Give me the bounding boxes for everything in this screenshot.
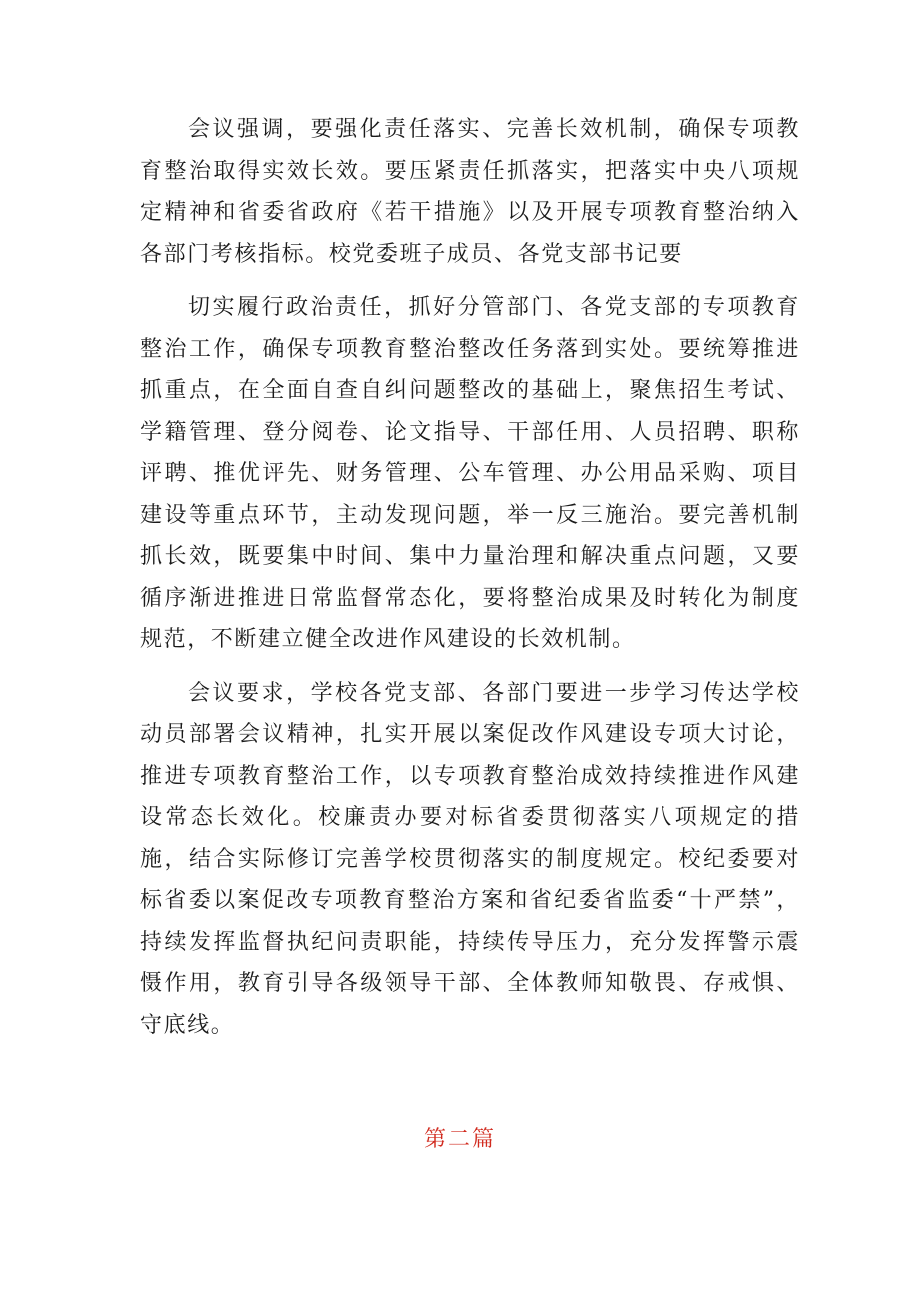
section-heading: 第二篇	[423, 1127, 496, 1152]
paragraph-2: 切实履行政治责任，抓好分管部门、各党支部的专项教育整治工作，确保专项教育整治整改任务落到实处。要统筹推进抓重点，在全面自查自纠问题整改的基础上，聚焦招生考试、学籍管理、登分阅卷、论文指导、干部任用、人员招聘、职称评聘、推优评先、财务管理、公车管理、办公用品采购、项目建设等重点环节，主动发现问题，举一反三施治。要完善机制抓长效，既要集中时间、集中力量治理和解决重点问题，又要循序渐进推进日常监督常态化，要将整治成果及时转化为制度规范，不断建立健全改进作风建设的长效机制。	[140, 295, 800, 652]
paragraph-3: 会议要求，学校各党支部、各部门要进一步学习传达学校动员部署会议精神，扎实开展以案促改作风建设专项大讨论，推进专项教育整治工作，以专项教育整治成效持续推进作风建设常态长效化。校廉责办要对标省委贯彻落实八项规定的措施，结合实际修订完善学校贯彻落实的制度规定。校纪委要对标省委以案促改专项教育整治方案和省纪委省监委“十严禁”，持续发挥监督执纪问责职能，持续传导压力，充分发挥警示震慑作用，教育引导各级领导干部、全体教师知敬畏、存戒惧、守底线。	[140, 680, 800, 1038]
document-body	[140, 109, 800, 1046]
paragraph-1: 会议强调，要强化责任落实、完善长效机制，确保专项教育整治取得实效长效。要压紧责任抓落实，把落实中央八项规定精神和省委省政府《若干措施》以及开展专项教育整治纳入各部门考核指标。校党委班子成员、各党支部书记要	[140, 117, 800, 267]
